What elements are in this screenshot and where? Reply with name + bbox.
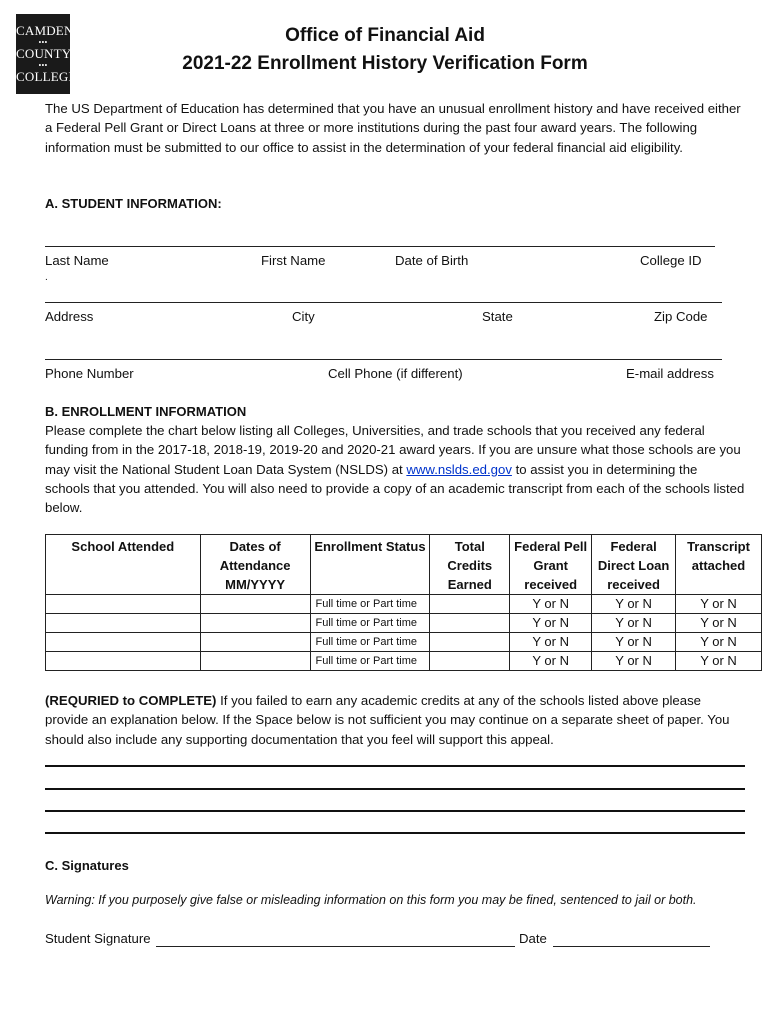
explanation-line-4[interactable]	[45, 832, 745, 834]
table-row	[46, 652, 762, 671]
col-enrollment-status: Enrollment Status	[310, 535, 430, 595]
transcript-cell[interactable]: Y or N	[676, 633, 762, 652]
stray-dot: .	[45, 272, 48, 283]
logo-dots: •••	[38, 38, 48, 47]
loan-cell[interactable]: Y or N	[592, 633, 676, 652]
explanation-line-2[interactable]	[45, 788, 745, 790]
credits-cell[interactable]	[430, 652, 510, 671]
explanation-line-1[interactable]	[45, 765, 745, 767]
instructions-text-cont: to assist you in determining the schools that you attended. You will also need to provide a copy of an academic transcript from each of the schools listed below.	[45, 461, 745, 516]
nslds-link[interactable]: www.nslds.ed.gov	[406, 461, 512, 477]
last-name-label: Last Name	[45, 253, 109, 268]
student-signature-label: Student Signature	[45, 931, 151, 946]
logo-line2: COUNTY	[16, 46, 72, 61]
school-cell[interactable]	[46, 652, 201, 671]
section-a-heading: A. STUDENT INFORMATION:	[45, 196, 222, 211]
zip-code-label: Zip Code	[654, 309, 708, 324]
school-cell[interactable]	[46, 633, 201, 652]
logo-line1: CAMDEN	[16, 23, 74, 38]
state-label: State	[482, 309, 513, 324]
loan-cell[interactable]: Y or N	[592, 595, 676, 614]
school-cell[interactable]	[46, 614, 201, 633]
pell-cell[interactable]: Y or N	[510, 595, 592, 614]
intro-paragraph: The US Department of Education has determined that you have an unusual enrollment history and have received either a Federal Pell Grant or Direct Loans at three or more institutions during the past four award years. The following information must be submitted to our office to assist in the determination of your federal financial aid eligibility.	[45, 101, 741, 155]
cell-phone-label: Cell Phone (if different)	[328, 366, 463, 381]
logo-line3: COLLEGE	[16, 69, 77, 84]
college-id-label: College ID	[640, 253, 702, 268]
dob-label: Date of Birth	[395, 253, 469, 268]
credits-cell[interactable]	[430, 595, 510, 614]
status-cell[interactable]: Full time or Part time	[310, 633, 430, 652]
table-row	[46, 614, 762, 633]
school-cell[interactable]	[46, 595, 201, 614]
table-header-row	[46, 535, 762, 595]
required-text: If you failed to earn any academic credits at any of the schools listed above please provide an explanation below. If the Space below is not sufficient you may continue on a separate sheet of paper. You should also include any supporting documentation that you feel will support this appeal.	[45, 693, 730, 747]
pell-cell[interactable]: Y or N	[510, 614, 592, 633]
credits-cell[interactable]	[430, 633, 510, 652]
explanation-line-3[interactable]	[45, 810, 745, 812]
status-cell[interactable]: Full time or Part time	[310, 652, 430, 671]
status-cell[interactable]: Full time or Part time	[310, 614, 430, 633]
section-b-heading: B. ENROLLMENT INFORMATION	[45, 404, 247, 419]
section-c-heading: C. Signatures	[45, 858, 129, 873]
pell-cell[interactable]: Y or N	[510, 652, 592, 671]
enrollment-table	[45, 534, 762, 671]
student-info-line-2[interactable]	[45, 302, 722, 303]
date-label: Date	[519, 931, 547, 946]
logo-dots: •••	[38, 61, 48, 70]
pell-cell[interactable]: Y or N	[510, 633, 592, 652]
explanation-instructions	[45, 691, 745, 749]
transcript-cell[interactable]: Y or N	[676, 595, 762, 614]
transcript-cell[interactable]: Y or N	[676, 614, 762, 633]
date-line[interactable]	[553, 946, 710, 947]
address-label: Address	[45, 309, 94, 324]
instructions-text: Please complete the chart below listing all Colleges, Universities, and trade schools that you received any federal funding from in the 2017-18, 2018-19, 2019-20 and 2020-21 award years. If you are unsure what those schools are you may visit the National Student Loan Data System (NSLDS) at	[45, 423, 741, 477]
status-cell[interactable]: Full time or Part time	[310, 595, 430, 614]
phone-label: Phone Number	[45, 366, 134, 381]
dates-cell[interactable]	[200, 595, 310, 614]
loan-cell[interactable]: Y or N	[592, 652, 676, 671]
col-pell-grant: Federal Pell Grant received	[510, 535, 592, 595]
dates-cell[interactable]	[200, 633, 310, 652]
city-label: City	[292, 309, 315, 324]
table-row	[46, 595, 762, 614]
required-label: (REQURIED to COMPLETE)	[45, 693, 217, 708]
signature-line[interactable]	[156, 946, 515, 947]
col-transcript: Transcript attached	[676, 535, 762, 595]
form-title: 2021-22 Enrollment History Verification Form	[182, 53, 588, 74]
loan-cell[interactable]: Y or N	[592, 614, 676, 633]
first-name-label: First Name	[261, 253, 326, 268]
student-info-line-1[interactable]	[45, 246, 715, 247]
transcript-cell[interactable]: Y or N	[676, 652, 762, 671]
dates-cell[interactable]	[200, 614, 310, 633]
col-total-credits: Total Credits Earned	[430, 535, 510, 595]
col-school-attended: School Attended	[46, 535, 201, 595]
credits-cell[interactable]	[430, 614, 510, 633]
table-row	[46, 633, 762, 652]
col-dates-attendance: Dates of Attendance MM/YYYY	[200, 535, 310, 595]
student-info-line-3[interactable]	[45, 359, 722, 360]
warning-text: Warning: If you purposely give false or misleading information on this form you may be fined, sentenced to jail or both.	[45, 893, 697, 907]
page-title: Office of Financial Aid	[285, 25, 485, 46]
enrollment-instructions	[45, 421, 745, 517]
dates-cell[interactable]	[200, 652, 310, 671]
col-direct-loan: Federal Direct Loan received	[592, 535, 676, 595]
email-label: E-mail address	[626, 366, 714, 381]
